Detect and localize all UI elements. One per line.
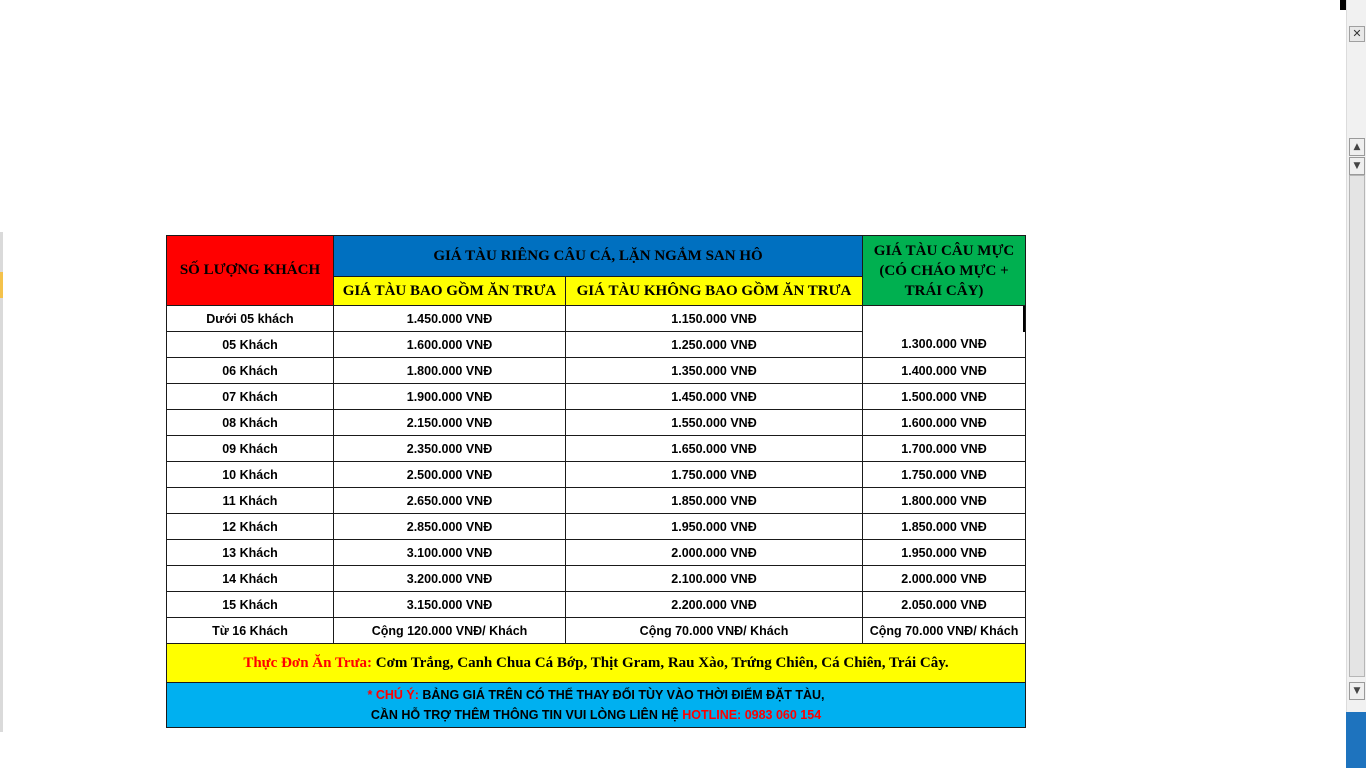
cell-guests: 05 Khách: [167, 332, 334, 358]
cell-squid: 1.850.000 VNĐ: [863, 514, 1026, 540]
table-row: [167, 306, 1026, 332]
cell-squid: 1.950.000 VNĐ: [863, 540, 1026, 566]
cell-squid: 1.400.000 VNĐ: [863, 358, 1026, 384]
cell-with-lunch: 1.450.000 VNĐ: [334, 306, 566, 332]
price-table: [166, 235, 1026, 728]
cell-squid: Cộng 70.000 VNĐ/ Khách: [863, 618, 1026, 644]
cell-guests: 09 Khách: [167, 436, 334, 462]
notice: [167, 683, 1026, 728]
lunch-menu-items: Cơm Trắng, Canh Chua Cá Bớp, Thịt Gram, Rau Xào, Trứng Chiên, Cá Chiên, Trái Cây.: [372, 654, 949, 671]
cell-with-lunch: 3.100.000 VNĐ: [334, 540, 566, 566]
cell-without-lunch: Cộng 70.000 VNĐ/ Khách: [566, 618, 863, 644]
cell-without-lunch: 1.950.000 VNĐ: [566, 514, 863, 540]
cell-with-lunch: 1.900.000 VNĐ: [334, 384, 566, 410]
cell-without-lunch: 2.100.000 VNĐ: [566, 566, 863, 592]
cell-with-lunch: 2.650.000 VNĐ: [334, 488, 566, 514]
cell-with-lunch: 2.150.000 VNĐ: [334, 410, 566, 436]
cell-without-lunch: 1.250.000 VNĐ: [566, 332, 863, 358]
cell-without-lunch: 2.200.000 VNĐ: [566, 592, 863, 618]
cell-with-lunch: 3.200.000 VNĐ: [334, 566, 566, 592]
cell-guests: 10 Khách: [167, 462, 334, 488]
cell-with-lunch: 3.150.000 VNĐ: [334, 592, 566, 618]
cell-guests: 07 Khách: [167, 384, 334, 410]
table-row: [167, 358, 1026, 384]
scroll-down-small-icon[interactable]: ▼: [1349, 157, 1365, 175]
cell-squid: 1.700.000 VNĐ: [863, 436, 1026, 462]
cell-guests: Dưới 05 khách: [167, 306, 334, 332]
cell-with-lunch: Cộng 120.000 VNĐ/ Khách: [334, 618, 566, 644]
header-with-lunch: GIÁ TÀU BAO GỒM ĂN TRƯA: [334, 277, 566, 306]
notice-line1: BẢNG GIÁ TRÊN CÓ THỂ THAY ĐỔI TÙY VÀO THỜI ĐIỂM ĐẶT TÀU,: [418, 688, 825, 702]
cell-guests: 13 Khách: [167, 540, 334, 566]
table-row: [167, 514, 1026, 540]
notice-line2: CẦN HỖ TRỢ THÊM THÔNG TIN VUI LÒNG LIÊN HỆ: [370, 708, 683, 722]
cell-without-lunch: 1.850.000 VNĐ: [566, 488, 863, 514]
cell-squid: 1.500.000 VNĐ: [863, 384, 1026, 410]
cell-with-lunch: 2.850.000 VNĐ: [334, 514, 566, 540]
scroll-down-icon[interactable]: ▼: [1349, 682, 1365, 700]
table-row: [167, 384, 1026, 410]
table-row: [167, 462, 1026, 488]
scroll-up-icon[interactable]: ▲: [1349, 138, 1365, 156]
scrollbar-thumb[interactable]: [1349, 175, 1365, 677]
cell-guests: 15 Khách: [167, 592, 334, 618]
header-guests: SỐ LƯỢNG KHÁCH: [167, 236, 334, 306]
hotline: HOTLINE: 0983 060 154: [682, 708, 822, 722]
taskbar-edge: [1346, 712, 1366, 768]
cell-guests: 06 Khách: [167, 358, 334, 384]
header-squid-line1: GIÁ TÀU CÂU MỰC: [873, 242, 1015, 259]
text-cursor: [1023, 306, 1025, 332]
table-row: [167, 618, 1026, 644]
cell-squid: 2.050.000 VNĐ: [863, 592, 1026, 618]
cell-without-lunch: 1.350.000 VNĐ: [566, 358, 863, 384]
header-squid-line2: (CÓ CHÁO MỰC +: [879, 262, 1009, 279]
cell-without-lunch: 2.000.000 VNĐ: [566, 540, 863, 566]
cell-with-lunch: 1.600.000 VNĐ: [334, 332, 566, 358]
table-row: [167, 592, 1026, 618]
cell-guests: 12 Khách: [167, 514, 334, 540]
table-row: [167, 436, 1026, 462]
header-without-lunch: GIÁ TÀU KHÔNG BAO GỒM ĂN TRƯA: [566, 277, 863, 306]
cell-without-lunch: 1.750.000 VNĐ: [566, 462, 863, 488]
table-row: [167, 488, 1026, 514]
cell-without-lunch: 1.150.000 VNĐ: [566, 306, 863, 332]
cell-guests: 08 Khách: [167, 410, 334, 436]
row-header-strip: [0, 232, 3, 732]
cell-without-lunch: 1.650.000 VNĐ: [566, 436, 863, 462]
table-row: [167, 332, 1026, 358]
cell-squid: 1.300.000 VNĐ: [863, 332, 1026, 358]
lunch-menu: [167, 644, 1026, 683]
cell-squid: 1.600.000 VNĐ: [863, 410, 1026, 436]
cell-guests: 14 Khách: [167, 566, 334, 592]
cell-squid: 1.750.000 VNĐ: [863, 462, 1026, 488]
close-icon[interactable]: ✕: [1349, 26, 1365, 42]
cell-guests: 11 Khách: [167, 488, 334, 514]
header-private-boat: GIÁ TÀU RIÊNG CÂU CÁ, LẶN NGẮM SAN HÔ: [334, 236, 863, 277]
cell-squid: 2.000.000 VNĐ: [863, 566, 1026, 592]
table-row: [167, 410, 1026, 436]
cell-with-lunch: 2.350.000 VNĐ: [334, 436, 566, 462]
notice-prefix: * CHÚ Ý:: [367, 688, 419, 702]
header-squid-fishing: [863, 236, 1026, 306]
cell-guests: Từ 16 Khách: [167, 618, 334, 644]
table-row: [167, 566, 1026, 592]
cell-with-lunch: 1.800.000 VNĐ: [334, 358, 566, 384]
cell-with-lunch: 2.500.000 VNĐ: [334, 462, 566, 488]
cell-squid: [863, 306, 1026, 332]
header-squid-line3: TRÁI CÂY): [904, 282, 984, 299]
cell-squid: 1.800.000 VNĐ: [863, 488, 1026, 514]
cell-without-lunch: 1.550.000 VNĐ: [566, 410, 863, 436]
cell-without-lunch: 1.450.000 VNĐ: [566, 384, 863, 410]
table-row: [167, 540, 1026, 566]
lunch-menu-label: Thực Đơn Ăn Trưa:: [243, 654, 372, 671]
selected-row-marker: [0, 272, 3, 298]
